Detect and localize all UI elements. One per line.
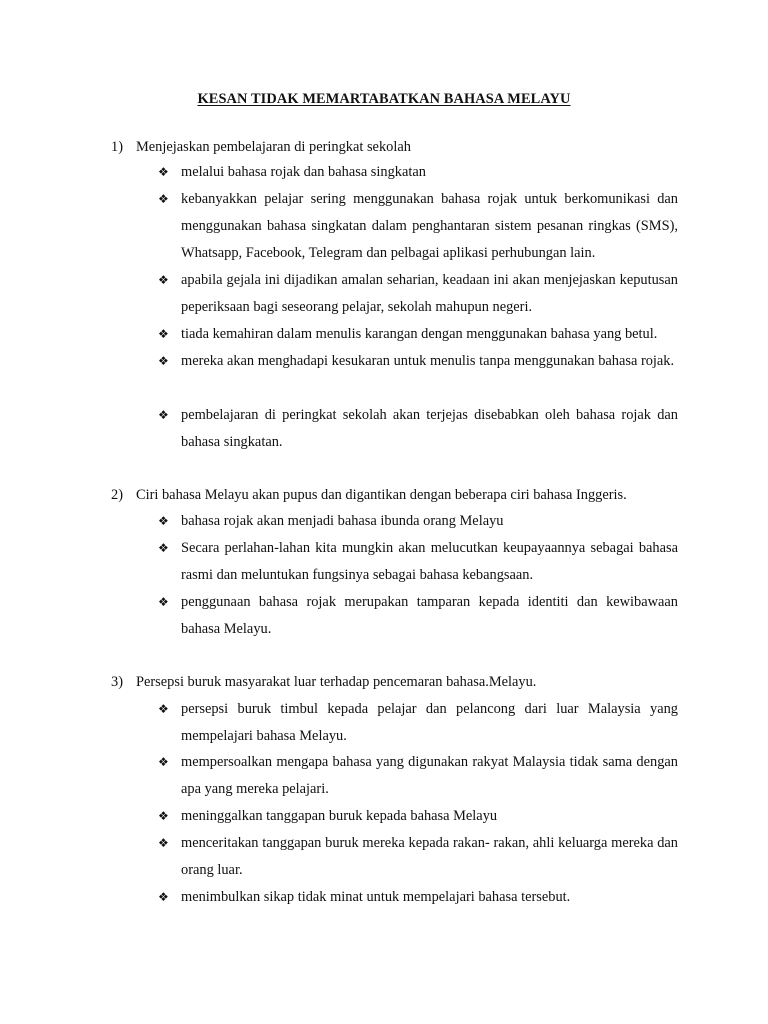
list-item-text: apabila gejala ini dijadikan amalan seharian, keadaan ini akan menjejaskan keputusan peperiksaan bagi seseorang pelajar, sekolah mahupun negeri. — [181, 272, 678, 315]
list-item — [158, 535, 678, 589]
section-number: 1) — [111, 139, 123, 155]
list-item-text: meninggalkan tanggapan buruk kepada bahasa Melayu — [181, 808, 498, 824]
list-item-text: mempersoalkan mengapa bahasa yang digunakan rakyat Malaysia tidak sama dengan apa yang mereka pelajari. — [181, 754, 678, 797]
section-heading-text: Ciri bahasa Melayu akan pupus dan digantikan dengan beberapa ciri bahasa Inggeris. — [136, 487, 627, 503]
section-heading-3 — [111, 674, 536, 691]
list-item — [158, 321, 678, 348]
list-item-text: menceritakan tanggapan buruk mereka kepada rakan- rakan, ahli keluarga mereka dan orang luar. — [181, 835, 678, 878]
list-item — [158, 589, 678, 643]
list-item-text: persepsi buruk timbul kepada pelajar dan pelancong dari luar Malaysia yang mempelajari bahasa Melayu. — [181, 701, 678, 744]
four-diamond-bullet-icon: ❖ — [158, 192, 169, 206]
list-item-text: menimbulkan sikap tidak minat untuk mempelajari bahasa tersebut. — [181, 889, 571, 905]
list-item-text: bahasa rojak akan menjadi bahasa ibunda orang Melayu — [181, 513, 504, 529]
list-item-text: melalui bahasa rojak dan bahasa singkatan — [181, 164, 426, 180]
four-diamond-bullet-icon: ❖ — [158, 354, 169, 368]
list-item — [158, 402, 678, 456]
four-diamond-bullet-icon: ❖ — [158, 702, 169, 716]
section-heading-text: Menjejaskan pembelajaran di peringkat sekolah — [136, 139, 411, 155]
list-item — [158, 186, 678, 267]
list-item-text: pembelajaran di peringkat sekolah akan terjejas disebabkan oleh bahasa rojak dan bahasa singkatan. — [181, 407, 678, 450]
list-item — [158, 749, 678, 803]
list-item — [158, 508, 678, 535]
four-diamond-bullet-icon: ❖ — [158, 595, 169, 609]
list-item — [158, 803, 678, 830]
list-item-text: penggunaan bahasa rojak merupakan tamparan kepada identiti dan kewibawaan bahasa Melayu. — [181, 594, 678, 637]
four-diamond-bullet-icon: ❖ — [158, 809, 169, 823]
list-item — [158, 696, 678, 750]
list-item-text: Secara perlahan-lahan kita mungkin akan melucutkan keupayaannya sebagai bahasa rasmi dan meluntukan fungsinya sebagai bahasa kebangsaan. — [181, 540, 678, 583]
list-item-text: tiada kemahiran dalam menulis karangan dengan menggunakan bahasa yang betul. — [181, 326, 658, 342]
section-number: 2) — [111, 487, 123, 503]
four-diamond-bullet-icon: ❖ — [158, 836, 169, 850]
section-heading-text: Persepsi buruk masyarakat luar terhadap pencemaran bahasa.Melayu. — [136, 674, 537, 690]
four-diamond-bullet-icon: ❖ — [158, 327, 169, 341]
list-item — [158, 830, 678, 884]
four-diamond-bullet-icon: ❖ — [158, 541, 169, 555]
section-heading-2 — [111, 487, 627, 504]
four-diamond-bullet-icon: ❖ — [158, 514, 169, 528]
four-diamond-bullet-icon: ❖ — [158, 755, 169, 769]
list-item-text: kebanyakkan pelajar sering menggunakan bahasa rojak untuk berkomunikasi dan menggunakan bahasa singkatan dalam penghantaran sistem pesanan ringkas (SMS), Whatsapp, Facebook, Telegram dan pelbagai aplikasi perhubungan lain. — [181, 191, 678, 261]
list-item — [158, 159, 678, 186]
four-diamond-bullet-icon: ❖ — [158, 165, 169, 179]
list-item — [158, 884, 678, 911]
four-diamond-bullet-icon: ❖ — [158, 408, 169, 422]
list-item — [158, 267, 678, 321]
four-diamond-bullet-icon: ❖ — [158, 890, 169, 904]
list-item-text: mereka akan menghadapi kesukaran untuk menulis tanpa menggunakan bahasa rojak. — [181, 353, 675, 369]
four-diamond-bullet-icon: ❖ — [158, 273, 169, 287]
section-heading-1 — [111, 139, 411, 156]
list-item — [158, 348, 678, 375]
page-title: KESAN TIDAK MEMARTABATKAN BAHASA MELAYU — [197, 91, 571, 107]
section-number: 3) — [111, 674, 123, 690]
